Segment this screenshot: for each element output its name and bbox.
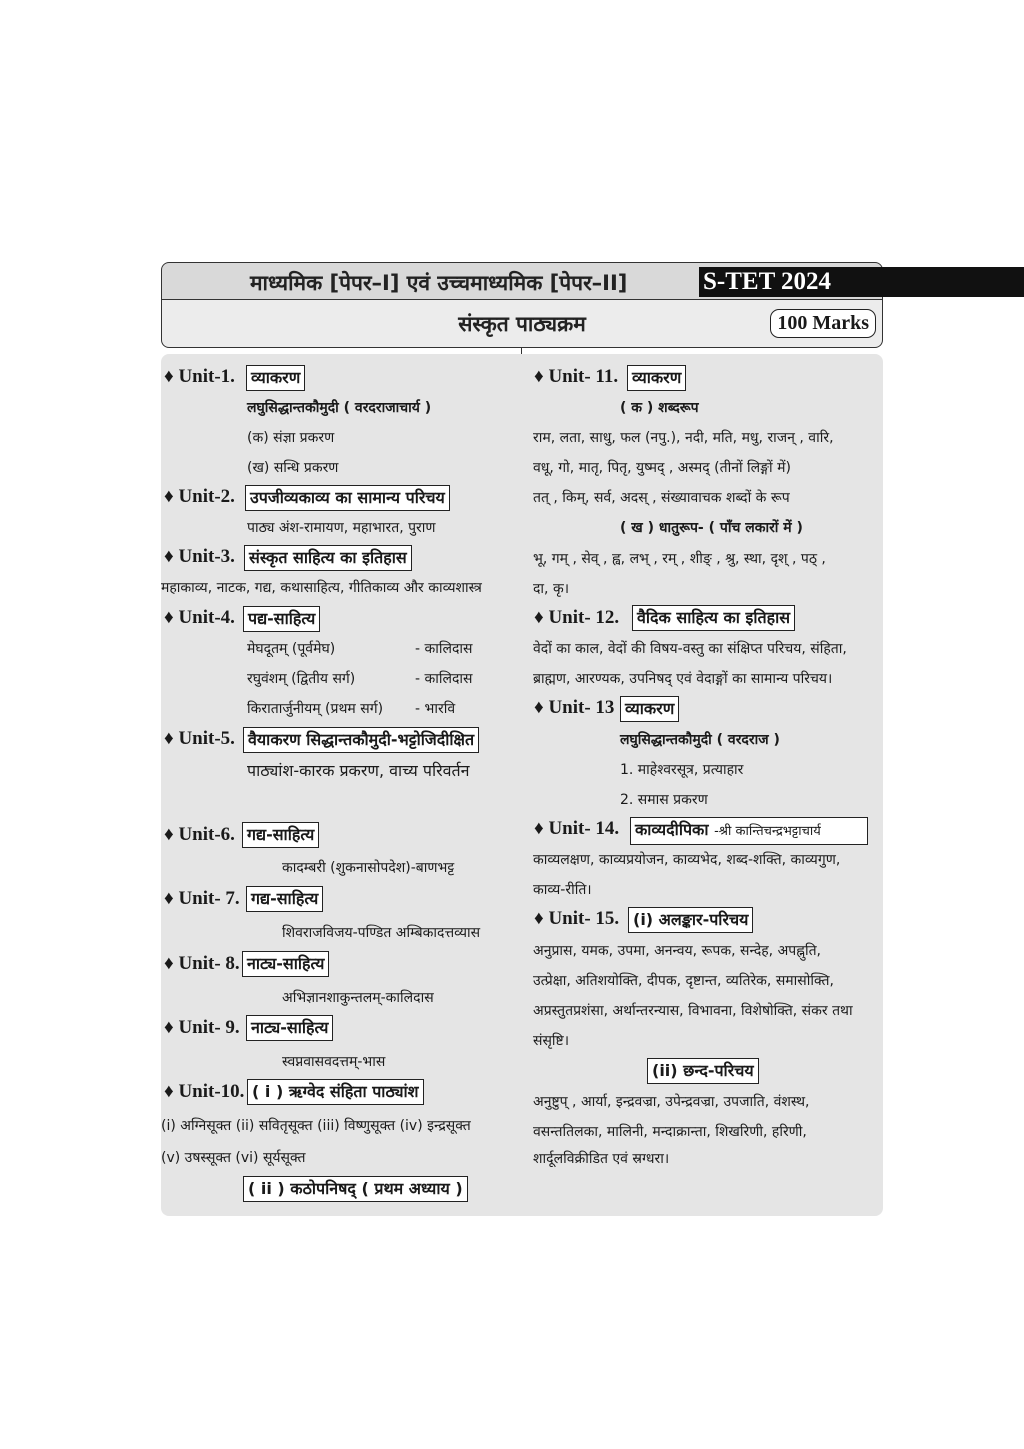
unit-13-line: लघुसिद्धान्तकौमुदी ( वरदराज ) [620, 732, 780, 748]
unit-15-label: ♦ Unit- 15. [534, 908, 620, 929]
unit-1-topic: व्याकरण [246, 365, 305, 391]
unit-14-topic [630, 817, 868, 845]
unit-11-topic: व्याकरण [627, 365, 686, 391]
unit-15-line: शार्दूलविक्रीडित एवं स्रग्धरा। [533, 1151, 670, 1167]
unit-14-line: काव्य-रीति। [533, 882, 592, 898]
unit-15-topic: (i) अलङ्कार-परिचय [628, 907, 753, 933]
unit-11-line: राम, लता, साधु, फल (नपु.), नदी, मति, मधु, राजन् , वारि, [533, 430, 834, 446]
unit-6-line: कादम्बरी (शुकनासोपदेश)-बाणभट्ट [282, 860, 455, 876]
unit-8-topic: नाट्य-साहित्य [242, 951, 329, 977]
unit-13-line: 2. समास प्रकरण [620, 792, 708, 808]
unit-14-label: ♦ Unit- 14. [534, 818, 620, 839]
unit-4-author: - कालिदास [415, 671, 473, 687]
unit-4-work: रघुवंशम् (द्वितीय सर्ग) [247, 671, 356, 687]
unit-5-line: पाठ्यांश-कारक प्रकरण, वाच्य परिवर्तन [247, 761, 470, 780]
unit-15-line: संसृष्टि। [533, 1033, 570, 1049]
unit-12-line: ब्राह्मण, आरण्यक, उपनिषद् एवं वेदाङ्गों का सामान्य परिचय। [533, 671, 833, 687]
unit-4-author: - कालिदास [415, 641, 473, 657]
unit-6-label: ♦ Unit-6. [164, 824, 235, 845]
unit-11-line: भू, गम् , सेव् , ह्व, लभ् , रम् , शीङ् , श्रु, स्था, दृश् , पठ् , [533, 551, 826, 567]
unit-8-line: अभिज्ञानशाकुन्तलम्-कालिदास [282, 990, 434, 1006]
unit-6-topic: गद्य-साहित्य [242, 822, 319, 848]
unit-4-work: मेघदूतम् (पूर्वमेघ) [247, 641, 336, 657]
exam-badge: S-TET 2024 [699, 267, 1024, 297]
unit-2-topic: उपजीव्यकाव्य का सामान्य परिचय [245, 485, 450, 511]
unit-15-topic-2: (ii) छन्द-परिचय [647, 1058, 759, 1084]
unit-4-author: - भारवि [415, 701, 456, 717]
unit-1-line: लघुसिद्धान्तकौमुदी ( वरदराजाचार्य ) [247, 400, 432, 416]
unit-11-label: ♦ Unit- 11. [534, 366, 619, 387]
unit-12-topic: वैदिक साहित्य का इतिहास [632, 605, 795, 631]
unit-10-line: (i) अग्निसूक्त (ii) सवितृसूक्त (iii) विष्णुसूक्त (iv) इन्द्रसूक्त [161, 1118, 471, 1134]
unit-15-line: अनुप्रास, यमक, उपमा, अनन्वय, रूपक, सन्देह, अपह्नुति, [533, 943, 821, 959]
subtitle-bar [161, 300, 883, 348]
unit-1-line: (ख) सन्धि प्रकरण [247, 460, 339, 476]
unit-5-topic: वैयाकरण सिद्धान्तकौमुदी-भट्टोजिदीक्षित [243, 727, 479, 753]
unit-15-line: वसन्ततिलका, मालिनी, मन्दाक्रान्ता, शिखरिणी, हरिणी, [533, 1124, 807, 1140]
header-bar [161, 262, 883, 300]
marks-badge: 100 Marks [770, 309, 876, 338]
unit-1-line: (क) संज्ञा प्रकरण [247, 430, 335, 446]
unit-10-topic-2: ( ii ) कठोपनिषद् ( प्रथम अध्याय ) [243, 1176, 468, 1202]
unit-4-topic: पद्य-साहित्य [243, 606, 320, 632]
unit-3-line: महाकाव्य, नाटक, गद्य, कथासाहित्य, गीतिकाव्य और काव्यशास्त्र [161, 580, 482, 596]
unit-14-title: काव्यदीपिका [635, 820, 709, 839]
unit-2-line: पाठ्य अंश-रामायण, महाभारत, पुराण [247, 520, 436, 536]
unit-13-line: 1. माहेश्वरसूत्र, प्रत्याहार [620, 762, 744, 778]
unit-10-label: ♦ Unit-10. [164, 1081, 245, 1102]
unit-14-author: -श्री कान्तिचन्द्रभट्टाचार्य [714, 824, 821, 839]
unit-13-label: ♦ Unit- 13 [534, 697, 615, 718]
unit-11-sub: ( ख ) धातुरूप- ( पाँच लकारों में ) [620, 520, 803, 536]
unit-11-line: तत् , किम्, सर्व, अदस् , संख्यावाचक शब्दों के रूप [533, 490, 790, 506]
unit-3-topic: संस्कृत साहित्य का इतिहास [244, 545, 412, 571]
unit-15-line: अप्रस्तुतप्रशंसा, अर्थान्तरन्यास, विभावना, विशेषोक्ति, संकर तथा [533, 1003, 853, 1019]
unit-2-label: ♦ Unit-2. [164, 486, 235, 507]
unit-7-line: शिवराजविजय-पण्डित अम्बिकादत्तव्यास [282, 925, 481, 941]
unit-10-topic: ( i ) ऋग्वेद संहिता पाठ्यांश [247, 1079, 424, 1105]
unit-8-label: ♦ Unit- 8. [164, 953, 240, 974]
unit-9-label: ♦ Unit- 9. [164, 1017, 240, 1038]
unit-15-line: उत्प्रेक्षा, अतिशयोक्ति, दीपक, दृष्टान्त, व्यतिरेक, समासोक्ति, [533, 973, 834, 989]
unit-13-topic: व्याकरण [620, 696, 679, 722]
unit-7-label: ♦ Unit- 7. [164, 888, 240, 909]
unit-10-line: (v) उषस्सूक्त (vi) सूर्यसूक्त [161, 1150, 306, 1166]
unit-1-label: ♦ Unit-1. [164, 366, 235, 387]
unit-11-line: दा, कृ। [533, 581, 570, 597]
unit-4-label: ♦ Unit-4. [164, 607, 235, 628]
unit-7-topic: गद्य-साहित्य [246, 886, 323, 912]
unit-3-label: ♦ Unit-3. [164, 546, 235, 567]
exam-title: माध्यमिक [पेपर–I] एवं उच्चमाध्यमिक [पेपर–II] [250, 271, 628, 295]
unit-15-line: अनुष्टुप् , आर्या, इन्द्रवज्रा, उपेन्द्रवज्रा, उपजाति, वंशस्थ, [533, 1094, 810, 1110]
unit-12-label: ♦ Unit- 12. [534, 607, 620, 628]
unit-9-line: स्वप्नवासवदत्तम्-भास [282, 1054, 386, 1070]
unit-5-label: ♦ Unit-5. [164, 728, 235, 749]
unit-4-work: किरातार्जुनीयम् (प्रथम सर्ग) [247, 701, 384, 717]
unit-9-topic: नाट्य-साहित्य [246, 1015, 333, 1041]
unit-11-line: वधू, गो, मातृ, पितृ, युष्मद् , अस्मद् (तीनों लिङ्गों में) [533, 460, 791, 476]
unit-14-line: काव्यलक्षण, काव्यप्रयोजन, काव्यभेद, शब्द-शक्ति, काव्यगुण, [533, 852, 841, 868]
unit-11-sub: ( क ) शब्दरूप [620, 400, 699, 416]
page-subtitle: संस्कृत पाठ्यक्रम [458, 312, 586, 336]
unit-12-line: वेदों का काल, वेदों की विषय-वस्तु का संक्षिप्त परिचय, संहिता, [533, 641, 847, 657]
